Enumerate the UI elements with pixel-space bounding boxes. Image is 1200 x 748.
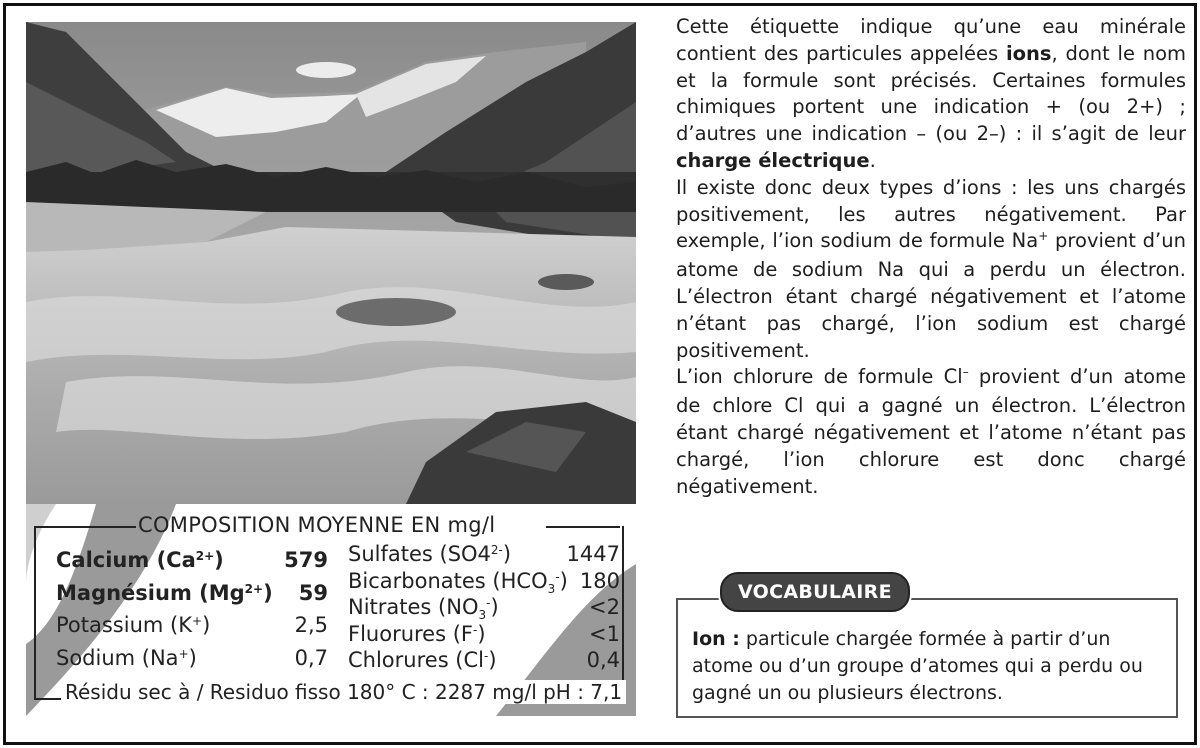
ion-row xyxy=(348,595,620,621)
ion-row xyxy=(56,548,328,574)
ion-value: 579 xyxy=(284,548,328,572)
ion-value: 180 xyxy=(579,568,620,593)
ion-row xyxy=(348,569,620,595)
composition-label xyxy=(26,504,636,716)
ion-name: Chlorures (Cl-) xyxy=(348,648,497,672)
ion-value: 0,4 xyxy=(586,648,620,672)
vocabulaire-box: Ion : particule chargée formée à partir d’un atome ou d’un groupe d’atomes qui a perdu ou gagné un ou plusieurs électrons. xyxy=(676,598,1178,718)
ion-name: Nitrates $(NO_3^-)$ xyxy=(348,595,499,622)
ion-name: Fluorures (F-) xyxy=(348,621,486,646)
ion-name: Sodium (Na+) xyxy=(56,645,197,670)
title-rule-right xyxy=(546,526,620,528)
ion-value: 0,7 xyxy=(294,645,328,670)
ion-row xyxy=(56,646,328,672)
ion-row xyxy=(348,622,620,648)
paragraph-chlorure: L’ion chlorure de formule Cl– provient d’un atome de chlore Cl qui a gagné un électron. L’électron étant chargé négativement et l’atome n’étant pas chargé, l’ion chlorure est donc chargé négativement. xyxy=(676,365,1187,498)
ion-name: Bicarbonates $(HCO_3^-)$ xyxy=(348,568,568,596)
ion-value: <1 xyxy=(589,621,620,646)
ion-name: Sulfates $(SO4^{2-})$ xyxy=(348,542,512,566)
ion-row xyxy=(348,542,620,568)
paragraph-sodium: Il existe donc deux types d’ions : les uns chargés positivement, les autres négativement. Par exemple, l’ion sodium de formule Na+ provient d’un atome de sodium Na qui a perdu un électron. L’électron étant chargé négativement et l’atome n’étant pas chargé, l’ion sodium est chargé positivement. xyxy=(676,175,1186,362)
ion-value: 59 xyxy=(298,580,328,605)
mountain-river-photo xyxy=(26,22,636,504)
ion-row xyxy=(348,648,620,674)
paragraph-ions: Cette étiquette indique qu’une eau minérale contient des particules appelées ions, dont le nom et la formule sont précisés. Certaines formules chimiques portent une indication + (ou 2+) ; d’autres une indication – (ou 2–) : il s’agit de leur charge électrique. xyxy=(676,15,1186,172)
ion-name: Potassium (K+) xyxy=(56,613,211,637)
composition-title: COMPOSITION MOYENNE EN mg/l xyxy=(138,513,496,537)
mountain-river-image xyxy=(26,22,636,504)
ion-name: Magnésium $(Mg^{2+})$ xyxy=(56,580,273,605)
vocabulaire-tag: VOCABULAIRE xyxy=(720,572,910,612)
ion-value: 1447 xyxy=(566,542,620,566)
title-rule-left xyxy=(34,526,136,528)
ion-value: <2 xyxy=(589,595,620,619)
ion-row xyxy=(56,613,328,639)
ion-row xyxy=(56,581,328,607)
ion-name: Calcium $(Ca^{2+})$ xyxy=(56,548,224,572)
explanation-text xyxy=(676,14,1186,500)
residu-line: Résidu sec à / Residuo fisso 180° C : 2287 mg/l pH : 7,1 xyxy=(61,680,626,704)
ion-value: 2,5 xyxy=(294,613,328,637)
